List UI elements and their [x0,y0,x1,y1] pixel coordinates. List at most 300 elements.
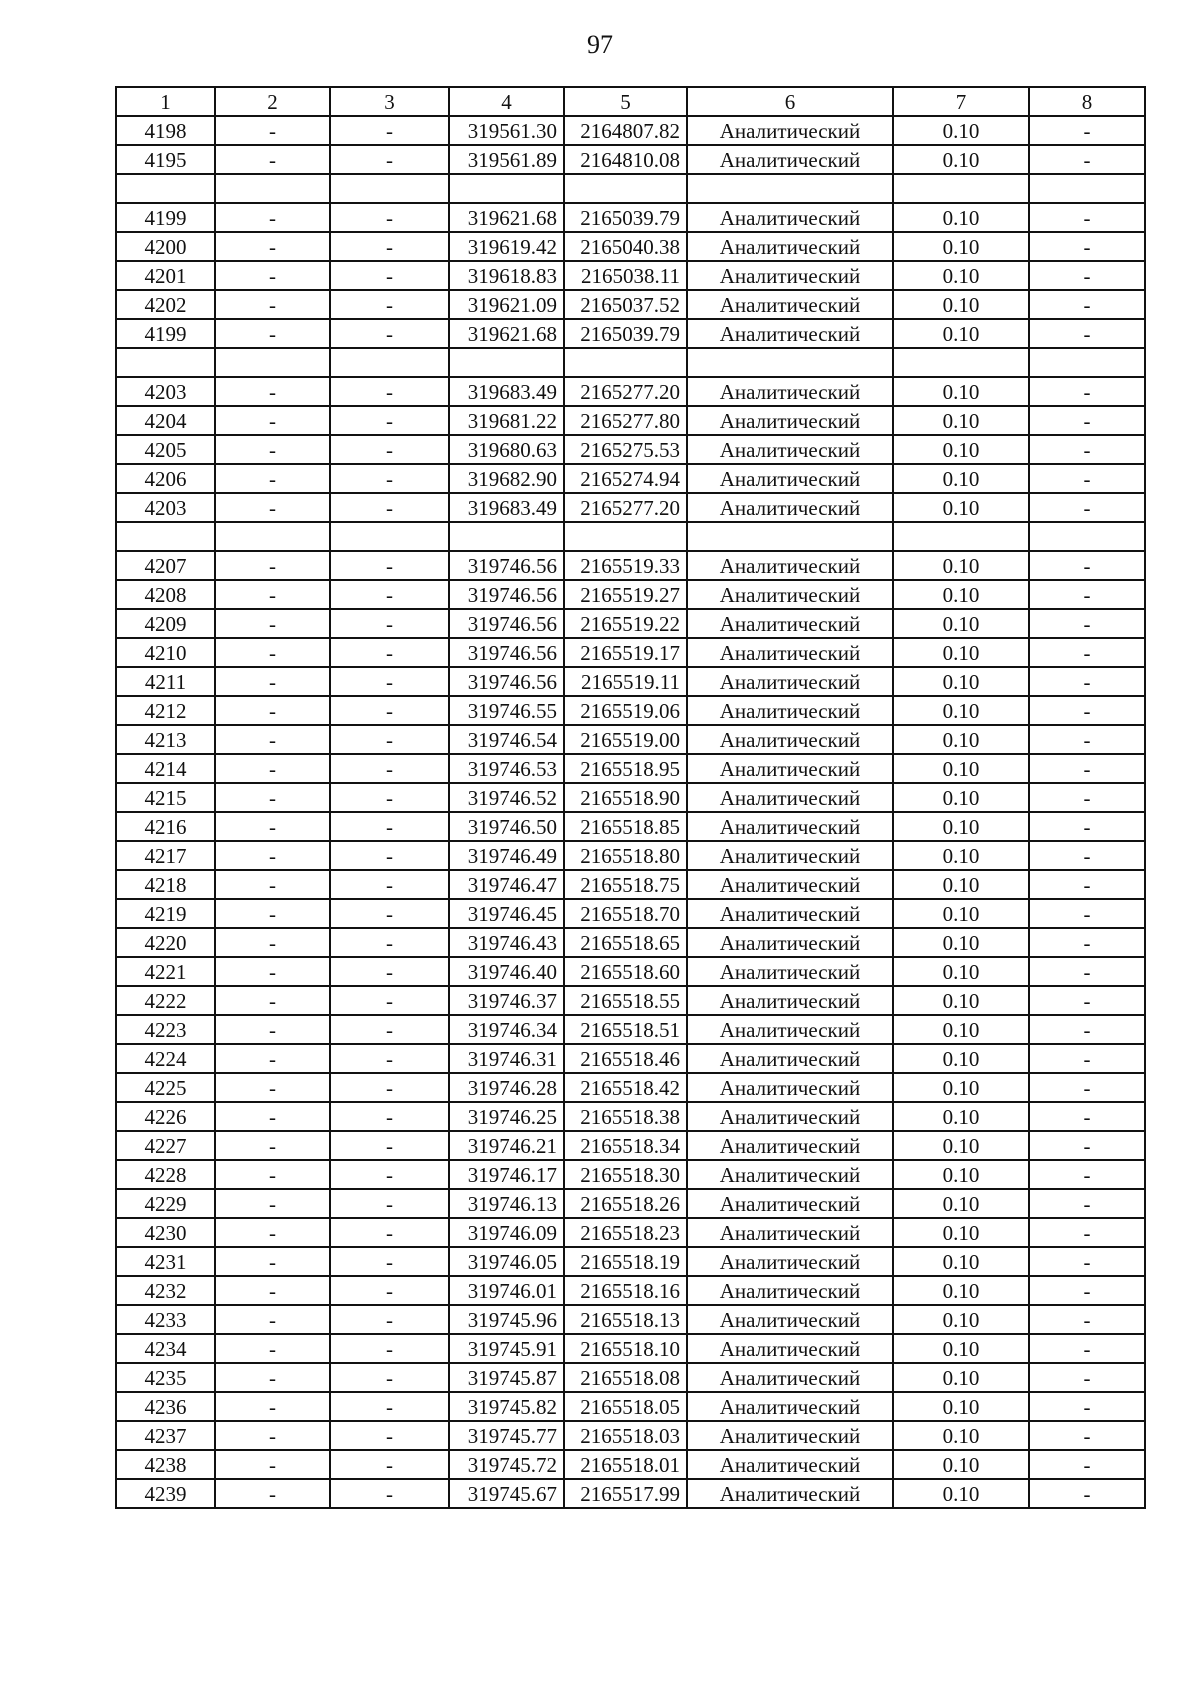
accuracy: 0.10 [893,1392,1029,1421]
cell-col-8: - [1029,261,1145,290]
coordinate-y: 2165518.30 [564,1160,687,1189]
cell-col-3: - [330,1044,449,1073]
method: Аналитический [687,406,893,435]
table-row [116,1305,1145,1334]
cell-col-3: - [330,957,449,986]
cell-col-2: - [215,406,330,435]
cell-col-8: - [1029,928,1145,957]
cell-col-2: - [215,812,330,841]
coordinate-y: 2165518.26 [564,1189,687,1218]
cell-col-3: - [330,406,449,435]
cell-col-8: - [1029,638,1145,667]
table-row [116,899,1145,928]
column-header: 1 [116,87,215,116]
cell-col-3: - [330,870,449,899]
coordinate-y: 2165519.22 [564,609,687,638]
method: Аналитический [687,1334,893,1363]
cell-col-8: - [1029,203,1145,232]
accuracy: 0.10 [893,319,1029,348]
method: Аналитический [687,1247,893,1276]
point-number: 4239 [116,1479,215,1508]
cell-col-8: - [1029,406,1145,435]
coordinate-x: 319746.05 [449,1247,564,1276]
method: Аналитический [687,841,893,870]
cell-col-3: - [330,1421,449,1450]
cell-col-8 [1029,522,1145,551]
coordinate-x [449,348,564,377]
table-row [116,1189,1145,1218]
table-row [116,1450,1145,1479]
cell-col-8: - [1029,899,1145,928]
cell-col-3: - [330,1131,449,1160]
coordinate-y: 2165518.90 [564,783,687,812]
table-row [116,1044,1145,1073]
coordinate-x: 319683.49 [449,377,564,406]
coordinate-x: 319745.91 [449,1334,564,1363]
cell-col-3: - [330,116,449,145]
accuracy: 0.10 [893,841,1029,870]
method: Аналитический [687,1450,893,1479]
cell-col-3: - [330,435,449,464]
point-number: 4232 [116,1276,215,1305]
table-row [116,116,1145,145]
cell-col-3: - [330,1392,449,1421]
cell-col-2: - [215,319,330,348]
cell-col-8: - [1029,1073,1145,1102]
cell-col-8: - [1029,754,1145,783]
table-row [116,290,1145,319]
coordinate-y: 2165519.33 [564,551,687,580]
cell-col-8: - [1029,812,1145,841]
point-number: 4199 [116,203,215,232]
cell-col-8: - [1029,1305,1145,1334]
coordinate-y: 2165518.08 [564,1363,687,1392]
coordinate-x: 319746.56 [449,580,564,609]
coordinate-y: 2165277.20 [564,377,687,406]
table-row [116,841,1145,870]
cell-col-3: - [330,1189,449,1218]
coordinate-x: 319746.01 [449,1276,564,1305]
cell-col-8: - [1029,290,1145,319]
accuracy: 0.10 [893,783,1029,812]
cell-col-2: - [215,1363,330,1392]
accuracy: 0.10 [893,1160,1029,1189]
cell-col-3: - [330,1073,449,1102]
coordinate-x: 319619.42 [449,232,564,261]
column-header: 8 [1029,87,1145,116]
coordinate-y: 2165519.11 [564,667,687,696]
method: Аналитический [687,899,893,928]
coordinate-y: 2165518.42 [564,1073,687,1102]
method [687,348,893,377]
point-number: 4205 [116,435,215,464]
point-number: 4204 [116,406,215,435]
table-row [116,812,1145,841]
accuracy: 0.10 [893,754,1029,783]
cell-col-8: - [1029,493,1145,522]
point-number: 4203 [116,493,215,522]
cell-col-8: - [1029,580,1145,609]
cell-col-8: - [1029,725,1145,754]
method: Аналитический [687,609,893,638]
cell-col-3: - [330,696,449,725]
coordinate-x: 319681.22 [449,406,564,435]
method: Аналитический [687,957,893,986]
accuracy: 0.10 [893,1363,1029,1392]
accuracy: 0.10 [893,116,1029,145]
cell-col-3: - [330,1450,449,1479]
accuracy: 0.10 [893,145,1029,174]
coordinate-y: 2165518.75 [564,870,687,899]
cell-col-8: - [1029,1479,1145,1508]
cell-col-2: - [215,1044,330,1073]
cell-col-3: - [330,986,449,1015]
table-row [116,609,1145,638]
coordinate-x: 319745.67 [449,1479,564,1508]
accuracy: 0.10 [893,261,1029,290]
table-row [116,348,1145,377]
method: Аналитический [687,493,893,522]
cell-col-8: - [1029,986,1145,1015]
cell-col-2: - [215,1247,330,1276]
cell-col-8: - [1029,1421,1145,1450]
point-number: 4221 [116,957,215,986]
coordinate-y: 2165518.16 [564,1276,687,1305]
cell-col-3: - [330,319,449,348]
cell-col-2: - [215,1189,330,1218]
table-row [116,261,1145,290]
table-row [116,1073,1145,1102]
cell-col-3: - [330,754,449,783]
point-number: 4195 [116,145,215,174]
cell-col-2: - [215,957,330,986]
cell-col-8: - [1029,377,1145,406]
table-row [116,1276,1145,1305]
cell-col-2: - [215,1102,330,1131]
accuracy [893,174,1029,203]
cell-col-2: - [215,145,330,174]
point-number: 4226 [116,1102,215,1131]
cell-col-8: - [1029,1044,1145,1073]
coordinate-y: 2165518.60 [564,957,687,986]
accuracy: 0.10 [893,957,1029,986]
table-row [116,580,1145,609]
coordinate-x: 319746.54 [449,725,564,754]
accuracy: 0.10 [893,986,1029,1015]
cell-col-8: - [1029,667,1145,696]
cell-col-2: - [215,1479,330,1508]
method: Аналитический [687,870,893,899]
cell-col-2: - [215,1305,330,1334]
point-number [116,522,215,551]
cell-col-3: - [330,551,449,580]
cell-col-3: - [330,464,449,493]
accuracy: 0.10 [893,1305,1029,1334]
method: Аналитический [687,232,893,261]
column-header: 4 [449,87,564,116]
method: Аналитический [687,638,893,667]
method: Аналитический [687,812,893,841]
accuracy: 0.10 [893,580,1029,609]
accuracy: 0.10 [893,899,1029,928]
point-number: 4213 [116,725,215,754]
cell-col-8: - [1029,1392,1145,1421]
table-body [116,116,1145,1508]
accuracy: 0.10 [893,464,1029,493]
coordinate-x: 319746.56 [449,609,564,638]
accuracy: 0.10 [893,203,1029,232]
cell-col-2: - [215,1421,330,1450]
coordinate-y: 2165518.13 [564,1305,687,1334]
accuracy: 0.10 [893,667,1029,696]
coordinate-y: 2165518.10 [564,1334,687,1363]
table-row [116,464,1145,493]
coordinate-y: 2164807.82 [564,116,687,145]
accuracy [893,522,1029,551]
cell-col-2: - [215,783,330,812]
cell-col-2: - [215,435,330,464]
accuracy: 0.10 [893,551,1029,580]
coordinate-x: 319680.63 [449,435,564,464]
coordinate-x: 319746.37 [449,986,564,1015]
coordinate-x: 319746.45 [449,899,564,928]
method [687,174,893,203]
cell-col-3: - [330,928,449,957]
accuracy: 0.10 [893,435,1029,464]
coordinate-x: 319746.31 [449,1044,564,1073]
cell-col-8: - [1029,1160,1145,1189]
coordinate-y: 2165518.51 [564,1015,687,1044]
cell-col-2: - [215,232,330,261]
cell-col-2: - [215,551,330,580]
table-row [116,145,1145,174]
table-row [116,1160,1145,1189]
method: Аналитический [687,986,893,1015]
table-row [116,783,1145,812]
point-number: 4199 [116,319,215,348]
cell-col-8: - [1029,232,1145,261]
method: Аналитический [687,1479,893,1508]
coordinate-x: 319746.56 [449,551,564,580]
accuracy: 0.10 [893,377,1029,406]
point-number: 4217 [116,841,215,870]
cell-col-2: - [215,899,330,928]
coordinate-x: 319746.28 [449,1073,564,1102]
column-header: 3 [330,87,449,116]
cell-col-2: - [215,609,330,638]
cell-col-2: - [215,1073,330,1102]
table-row [116,1479,1145,1508]
coordinate-x: 319683.49 [449,493,564,522]
cell-col-2: - [215,377,330,406]
table-row [116,319,1145,348]
cell-col-3: - [330,261,449,290]
cell-col-2: - [215,725,330,754]
method: Аналитический [687,783,893,812]
cell-col-3: - [330,580,449,609]
method: Аналитический [687,203,893,232]
cell-col-3: - [330,1015,449,1044]
point-number: 4203 [116,377,215,406]
cell-col-3: - [330,1305,449,1334]
method: Аналитический [687,319,893,348]
coordinate-y: 2165518.19 [564,1247,687,1276]
accuracy: 0.10 [893,1276,1029,1305]
coordinate-x: 319745.82 [449,1392,564,1421]
coordinate-y: 2165040.38 [564,232,687,261]
point-number: 4237 [116,1421,215,1450]
cell-col-3 [330,522,449,551]
cell-col-3: - [330,1479,449,1508]
cell-col-8: - [1029,1102,1145,1131]
cell-col-8: - [1029,1247,1145,1276]
table-row [116,377,1145,406]
method: Аналитический [687,928,893,957]
cell-col-3: - [330,232,449,261]
cell-col-3: - [330,667,449,696]
coordinate-x [449,174,564,203]
coordinate-y: 2165518.95 [564,754,687,783]
cell-col-3: - [330,1247,449,1276]
cell-col-3: - [330,145,449,174]
point-number: 4225 [116,1073,215,1102]
cell-col-2: - [215,986,330,1015]
coordinate-x [449,522,564,551]
cell-col-2: - [215,1015,330,1044]
table-row [116,232,1145,261]
method: Аналитический [687,1305,893,1334]
method [687,522,893,551]
accuracy: 0.10 [893,1334,1029,1363]
accuracy: 0.10 [893,1479,1029,1508]
point-number: 4236 [116,1392,215,1421]
cell-col-2: - [215,203,330,232]
table-row [116,522,1145,551]
point-number: 4200 [116,232,215,261]
table-row [116,1334,1145,1363]
cell-col-3: - [330,1334,449,1363]
cell-col-8: - [1029,116,1145,145]
point-number: 4227 [116,1131,215,1160]
accuracy [893,348,1029,377]
cell-col-2 [215,348,330,377]
method: Аналитический [687,696,893,725]
cell-col-8: - [1029,464,1145,493]
method: Аналитический [687,1131,893,1160]
coordinates-table [115,86,1146,1509]
table-row [116,725,1145,754]
page-number: 97 [587,30,613,59]
coordinate-x: 319746.50 [449,812,564,841]
accuracy: 0.10 [893,1102,1029,1131]
table-row [116,638,1145,667]
point-number: 4206 [116,464,215,493]
point-number: 4234 [116,1334,215,1363]
point-number [116,174,215,203]
cell-col-3: - [330,609,449,638]
cell-col-3: - [330,725,449,754]
cell-col-3: - [330,377,449,406]
cell-col-8: - [1029,870,1145,899]
cell-col-2: - [215,1160,330,1189]
coordinate-y [564,348,687,377]
table-row [116,203,1145,232]
point-number: 4216 [116,812,215,841]
coordinate-x: 319621.68 [449,203,564,232]
table-row [116,406,1145,435]
coordinate-y: 2165517.99 [564,1479,687,1508]
cell-col-2: - [215,696,330,725]
coordinate-y: 2165518.05 [564,1392,687,1421]
accuracy: 0.10 [893,812,1029,841]
table-row [116,1392,1145,1421]
method: Аналитический [687,1102,893,1131]
cell-col-2: - [215,493,330,522]
coordinate-y: 2165518.55 [564,986,687,1015]
table-row [116,1131,1145,1160]
cell-col-2: - [215,667,330,696]
coordinate-y [564,522,687,551]
accuracy: 0.10 [893,1189,1029,1218]
coordinate-y: 2165038.11 [564,261,687,290]
method: Аналитический [687,580,893,609]
method: Аналитический [687,116,893,145]
accuracy: 0.10 [893,493,1029,522]
method: Аналитический [687,1189,893,1218]
coordinate-y: 2165518.65 [564,928,687,957]
point-number: 4228 [116,1160,215,1189]
accuracy: 0.10 [893,696,1029,725]
coordinate-x: 319561.89 [449,145,564,174]
cell-col-8: - [1029,783,1145,812]
coordinate-y: 2165519.17 [564,638,687,667]
cell-col-8: - [1029,1334,1145,1363]
cell-col-3: - [330,1363,449,1392]
table-row [116,1247,1145,1276]
cell-col-2: - [215,261,330,290]
method: Аналитический [687,1015,893,1044]
cell-col-8: - [1029,1189,1145,1218]
cell-col-8: - [1029,435,1145,464]
point-number: 4223 [116,1015,215,1044]
point-number: 4202 [116,290,215,319]
method: Аналитический [687,145,893,174]
cell-col-3: - [330,1102,449,1131]
coordinate-x: 319746.47 [449,870,564,899]
method: Аналитический [687,1073,893,1102]
table-row [116,667,1145,696]
coordinate-x: 319746.09 [449,1218,564,1247]
coordinate-y: 2165518.70 [564,899,687,928]
accuracy: 0.10 [893,870,1029,899]
column-header: 6 [687,87,893,116]
point-number: 4224 [116,1044,215,1073]
coordinate-y: 2165518.01 [564,1450,687,1479]
coordinate-y: 2165518.03 [564,1421,687,1450]
cell-col-3: - [330,203,449,232]
cell-col-3: - [330,812,449,841]
table-header-row [116,87,1145,116]
coordinate-x: 319746.53 [449,754,564,783]
cell-col-8: - [1029,145,1145,174]
method: Аналитический [687,464,893,493]
coordinate-x: 319746.49 [449,841,564,870]
coordinate-x: 319746.17 [449,1160,564,1189]
point-number: 4218 [116,870,215,899]
table-row [116,1015,1145,1044]
coordinate-y: 2165519.06 [564,696,687,725]
cell-col-3 [330,174,449,203]
